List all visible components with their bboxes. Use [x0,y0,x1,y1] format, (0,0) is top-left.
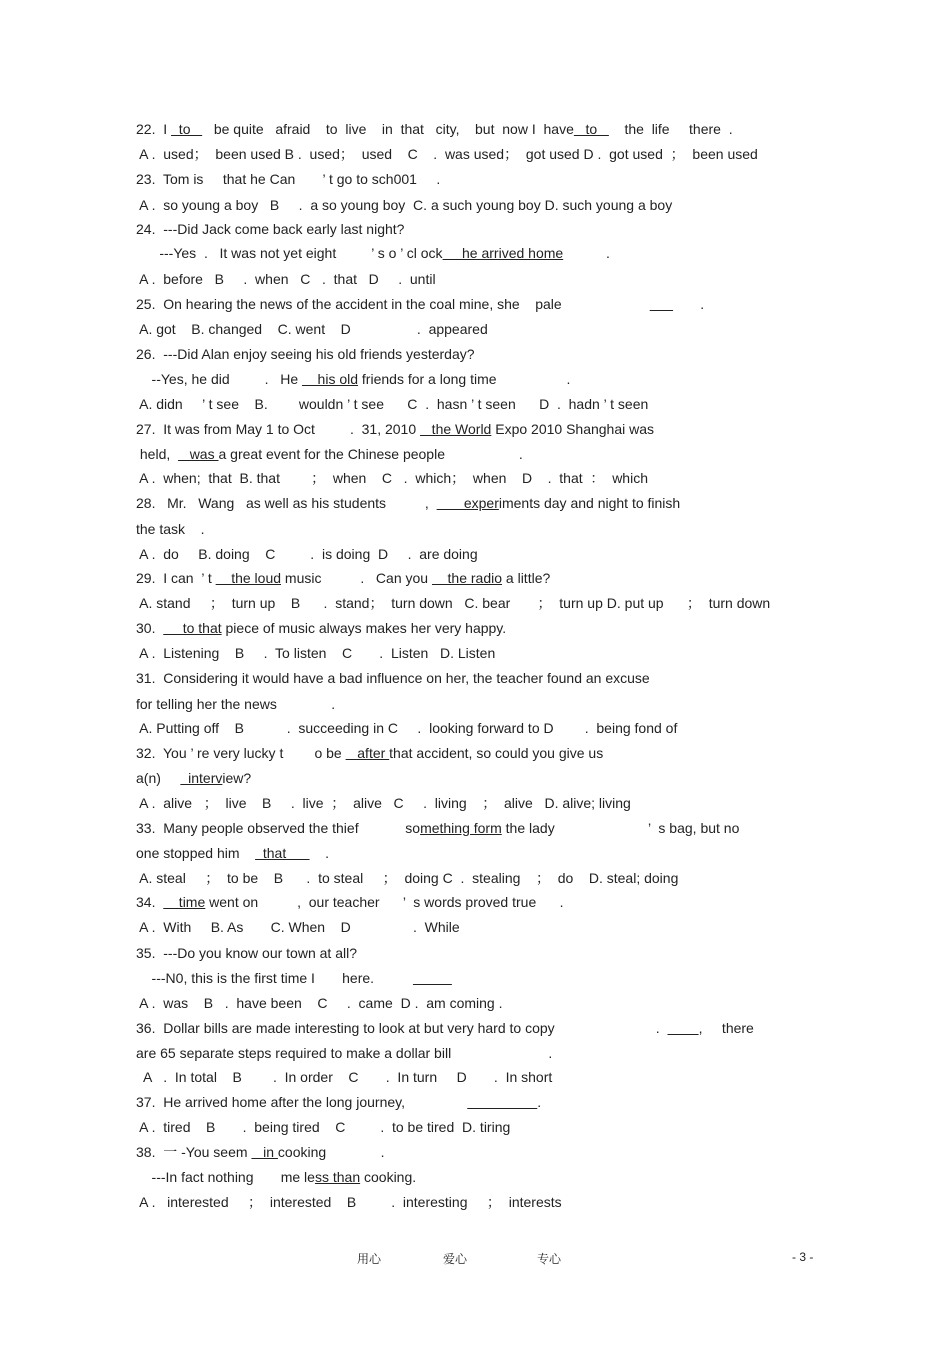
question-38 [136,1143,385,1161]
q28-text-1: 28. Mr. Wang as well as his students , [136,495,437,511]
q29-blank-2: the radio [431,570,503,586]
q35-options: A . was B . have been C . came D . am coming . [136,995,503,1011]
q38-blank: in [251,1144,278,1160]
q27-blank-1: the World [420,421,492,437]
q37-text-2: . [537,1094,542,1110]
q38-underline: ss than [314,1169,361,1185]
page-number: - 3 - [792,1250,814,1264]
q26-reply [136,370,570,388]
q24-reply [136,244,610,262]
question-35: 35. ---Do you know our town at all? [136,945,357,961]
q33-text-4: . [309,845,329,861]
q24-options: A . before B . when C . that D . until [136,271,436,287]
q24-blank: he arrived home [442,245,564,261]
q33-text-2: the lady ’ s bag, but no [501,820,740,836]
question-27 [136,420,654,438]
q29-text-1: 29. I can ’ t [136,570,216,586]
q22-blank-1: to [171,121,203,137]
q29-blank-1: the loud [215,570,282,586]
q29-text-2: music . Can you [281,570,432,586]
q22-options: A . used； been used B . used； used C . was used； got used D . got used ； been used [136,146,758,162]
q27-blank-2: was [178,446,219,462]
q25-text-1: 25. On hearing the news of the accident in the coal mine, she pale [136,296,562,312]
q27-options: A . when; that B. that ； when C . which； when D . that ： which [136,470,648,486]
q35-reply [136,969,452,987]
q28-line-2: the task . [136,521,205,537]
q34-text-1: 34. [136,894,164,910]
footer-right: 专心 [537,1252,562,1266]
q38-text-1: 38. 一 -You seem [136,1144,252,1160]
question-29 [136,569,550,587]
q32-line-2 [136,769,251,787]
q30-text-1: 30. [136,620,164,636]
q26-text-1: --Yes, he did . He [136,371,302,387]
q32-blank-2: interv [180,770,223,786]
question-31: 31. Considering it would have a bad influence on her, the teacher found an excuse [136,670,650,686]
q28-options: A . do B. doing C . is doing D . are doing [136,546,478,562]
question-32 [136,744,603,762]
q22-text-2: be quite afraid to live in that city, but now I have [202,121,574,137]
q22-text-1: 22. I [136,121,172,137]
q33-blank-1: mething form [420,820,502,836]
q32-text-2: that accident, so could you give us [389,745,604,761]
q33-options: A. steal ； to be B . to steal ； doing C . stealing ； do D. steal; doing [136,870,679,886]
q29-text-3: a little? [502,570,551,586]
q22-text-3: the life there . [608,121,733,137]
q36-text-1: 36. Dollar bills are made interesting to look at but very hard to copy . [136,1020,668,1036]
q32-text-3: a(n) [136,770,181,786]
footer-middle: 爱心 [443,1252,468,1266]
q36-text-2: , there [698,1020,754,1036]
q26-text-2: friends for a long time . [358,371,571,387]
question-34 [136,893,563,911]
q35-text-1: ---N0, this is the first time I here. [136,970,413,986]
question-24: 24. ---Did Jack come back early last night? [136,221,405,237]
q36-options: A . In total B . In order C . In turn D . In short [136,1069,553,1085]
q38-text-4: ---In fact nothing me le [136,1169,315,1185]
q22-blank-2: to [573,121,609,137]
q32-blank-1: after [345,745,390,761]
q26-options: A. didn ’ t see B. wouldn ’ t see C . hasn ’ t seen D . hadn ’ t seen [136,396,649,412]
question-23: 23. Tom is that he Can ’ t go to sch001 . [136,171,441,187]
q34-options: A . With B. As C. When D . While [136,919,460,935]
q27-text-4: a great event for the Chinese people . [218,446,523,462]
page-footer [0,1250,950,1268]
q33-text-3: one stopped him [136,845,256,861]
q38-text-2: cooking [277,1144,327,1160]
q24-text-1: ---Yes . It was not yet eight ’ s o ’ cl ock [136,245,443,261]
q37-options: A . tired B . being tired C . to be tired D. tiring [136,1119,511,1135]
q27-text-3: held, [136,446,179,462]
q38-reply [136,1168,416,1186]
question-30 [136,619,506,637]
q33-line-2 [136,844,329,862]
q25-options: A. got B. changed C. went D . appeared [136,321,488,337]
q30-text-2: piece of music always makes her very happy. [221,620,507,636]
question-26: 26. ---Did Alan enjoy seeing his old friends yesterday? [136,346,475,362]
question-25 [136,295,704,313]
q34-blank: time [163,894,206,910]
question-33 [136,819,739,837]
q28-text-2: iments day and night to finish [498,495,681,511]
question-28 [136,494,680,512]
question-22 [136,120,733,138]
q27-line-2 [136,445,523,463]
question-37 [136,1093,541,1111]
q24-text-2: . [563,245,610,261]
q38-text-5: cooking. [360,1169,417,1185]
q27-text-2: Expo 2010 Shanghai was [491,421,655,437]
q33-text-1: 33. Many people observed the thief so [136,820,421,836]
q35-blank [413,970,452,986]
q30-options: A . Listening B . To listen C . Listen D. Listen [136,645,496,661]
q25-blank [650,296,673,312]
q37-text-1: 37. He arrived home after the long journey, [136,1094,468,1110]
q31-line-2: for telling her the news . [136,696,336,712]
q38-text-3: . [326,1144,385,1160]
q37-blank [467,1094,537,1110]
q23-options: A . so young a boy B . a so young boy C. a such young boy D. such young a boy [136,197,673,213]
q32-options: A . alive ； live B . live ； alive C . living ； alive D. alive; living [136,795,631,811]
q34-text-2: went on , our teacher ’ s words proved true . [205,894,564,910]
q25-text-2: . [673,296,705,312]
q32-text-4: iew? [222,770,252,786]
q30-blank: to that [163,620,222,636]
q28-blank: exper [436,495,499,511]
footer-left: 用心 [357,1252,382,1266]
question-36 [136,1019,754,1037]
q26-blank: his old [302,371,359,387]
q36-line-2: are 65 separate steps required to make a dollar bill . [136,1045,553,1061]
q36-blank [667,1020,698,1036]
q33-blank-2: that [255,845,310,861]
q29-options: A. stand ； turn up B . stand； turn down C. bear ； turn up D. put up ； turn down [136,595,771,611]
q31-options: A. Putting off B . succeeding in C . looking forward to D . being fond of [136,720,678,736]
q27-text-1: 27. It was from May 1 to Oct . 31, 2010 [136,421,421,437]
q32-text-1: 32. You ’ re very lucky t o be [136,745,346,761]
q38-options: A . interested ； interested B . interesting ； interests [136,1194,562,1210]
